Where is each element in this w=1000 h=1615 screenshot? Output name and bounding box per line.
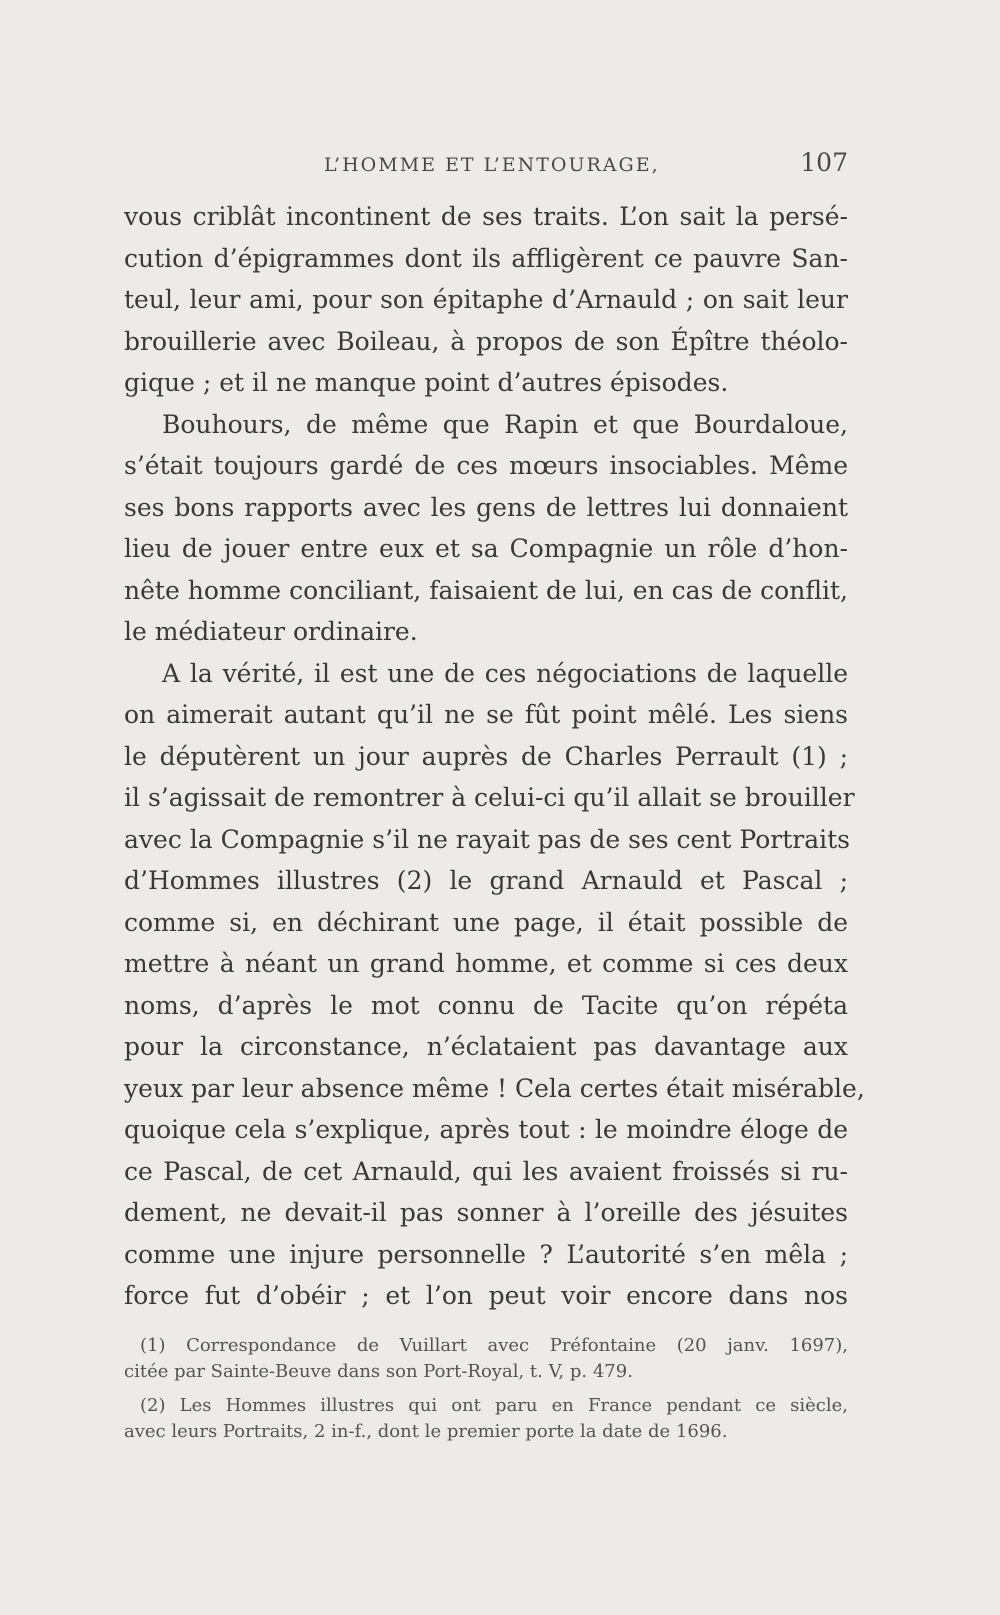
- text-line: on aimerait autant qu’il ne se fût point mêlé. Les siens: [124, 700, 848, 729]
- text-line: brouillerie avec Boileau, à propos de son Épître théolo-: [124, 326, 848, 356]
- text-line: dement, ne devait-il pas sonner à l’oreille des jésuites: [124, 1198, 848, 1227]
- text-line: Bouhours, de même que Rapin et que Bourdaloue,: [162, 409, 848, 439]
- text-line: quoique cela s’explique, après tout : le moindre éloge de: [124, 1115, 848, 1144]
- text-line: comme une injure personnelle ? L’autorité s’en mêla ;: [124, 1239, 848, 1269]
- footnote-line: (2) Les Hommes illustres qui ont paru en France pendant ce siècle,: [140, 1395, 848, 1416]
- footnote-line: (1) Correspondance de Vuillart avec Préfontaine (20 janv. 1697),: [140, 1335, 848, 1356]
- text-line: cution d’épigrammes dont ils affligèrent ce pauvre San-: [124, 243, 848, 273]
- footnote-gap: [124, 1385, 848, 1393]
- text-line: il s’agissait de remontrer à celui-ci qu’il allait se brouiller: [124, 783, 855, 812]
- footnote-line: citée par Sainte-Beuve dans son Port-Royal, t. V, p. 479.: [124, 1361, 633, 1382]
- text-line: gique ; et il ne manque point d’autres épisodes.: [124, 368, 729, 397]
- text-line: teul, leur ami, pour son épitaphe d’Arnauld ; on sait leur: [124, 285, 848, 314]
- body-text: [124, 196, 865, 1317]
- text-line: A la vérité, il est une de ces négociations de laquelle: [162, 658, 848, 688]
- text-line: vous criblât incontinent de ses traits. L’on sait la persé-: [124, 202, 848, 231]
- text-line: ses bons rapports avec les gens de lettres lui donnaient: [124, 492, 848, 522]
- text-line: comme si, en déchirant une page, il était possible de: [124, 907, 848, 937]
- text-line: mettre à néant un grand homme, et comme si ces deux: [124, 949, 848, 978]
- text-line: yeux par leur absence même ! Cela certes était misérable,: [124, 1073, 865, 1103]
- text-line: le médiateur ordinaire.: [124, 617, 418, 646]
- text-line: lieu de jouer entre eux et sa Compagnie un rôle d’hon-: [124, 534, 848, 563]
- text-line: le députèrent un jour auprès de Charles Perrault (1) ;: [124, 741, 848, 771]
- running-title: L’HOMME ET L’ENTOURAGE,: [324, 154, 660, 176]
- text-line: avec la Compagnie s’il ne rayait pas de ses cent Portraits: [124, 824, 850, 854]
- text-line: pour la circonstance, n’éclataient pas davantage aux: [124, 1032, 848, 1061]
- text-line: noms, d’après le mot connu de Tacite qu’on répéta: [124, 990, 848, 1020]
- footnote-line: avec leurs Portraits, 2 in-f., dont le premier porte la date de 1696.: [124, 1421, 728, 1442]
- text-line: s’était toujours gardé de ces mœurs insociables. Même: [124, 451, 848, 480]
- footnotes: [124, 1333, 848, 1445]
- text-line: nête homme conciliant, faisaient de lui, en cas de conflit,: [124, 575, 848, 605]
- running-head: [124, 148, 848, 188]
- text-line: force fut d’obéir ; et l’on peut voir encore dans nos: [124, 1281, 848, 1310]
- text-line: ce Pascal, de cet Arnauld, qui les avaient froissés si ru-: [124, 1156, 848, 1186]
- text-line: d’Hommes illustres (2) le grand Arnauld et Pascal ;: [124, 866, 848, 895]
- page-number: 107: [800, 148, 848, 177]
